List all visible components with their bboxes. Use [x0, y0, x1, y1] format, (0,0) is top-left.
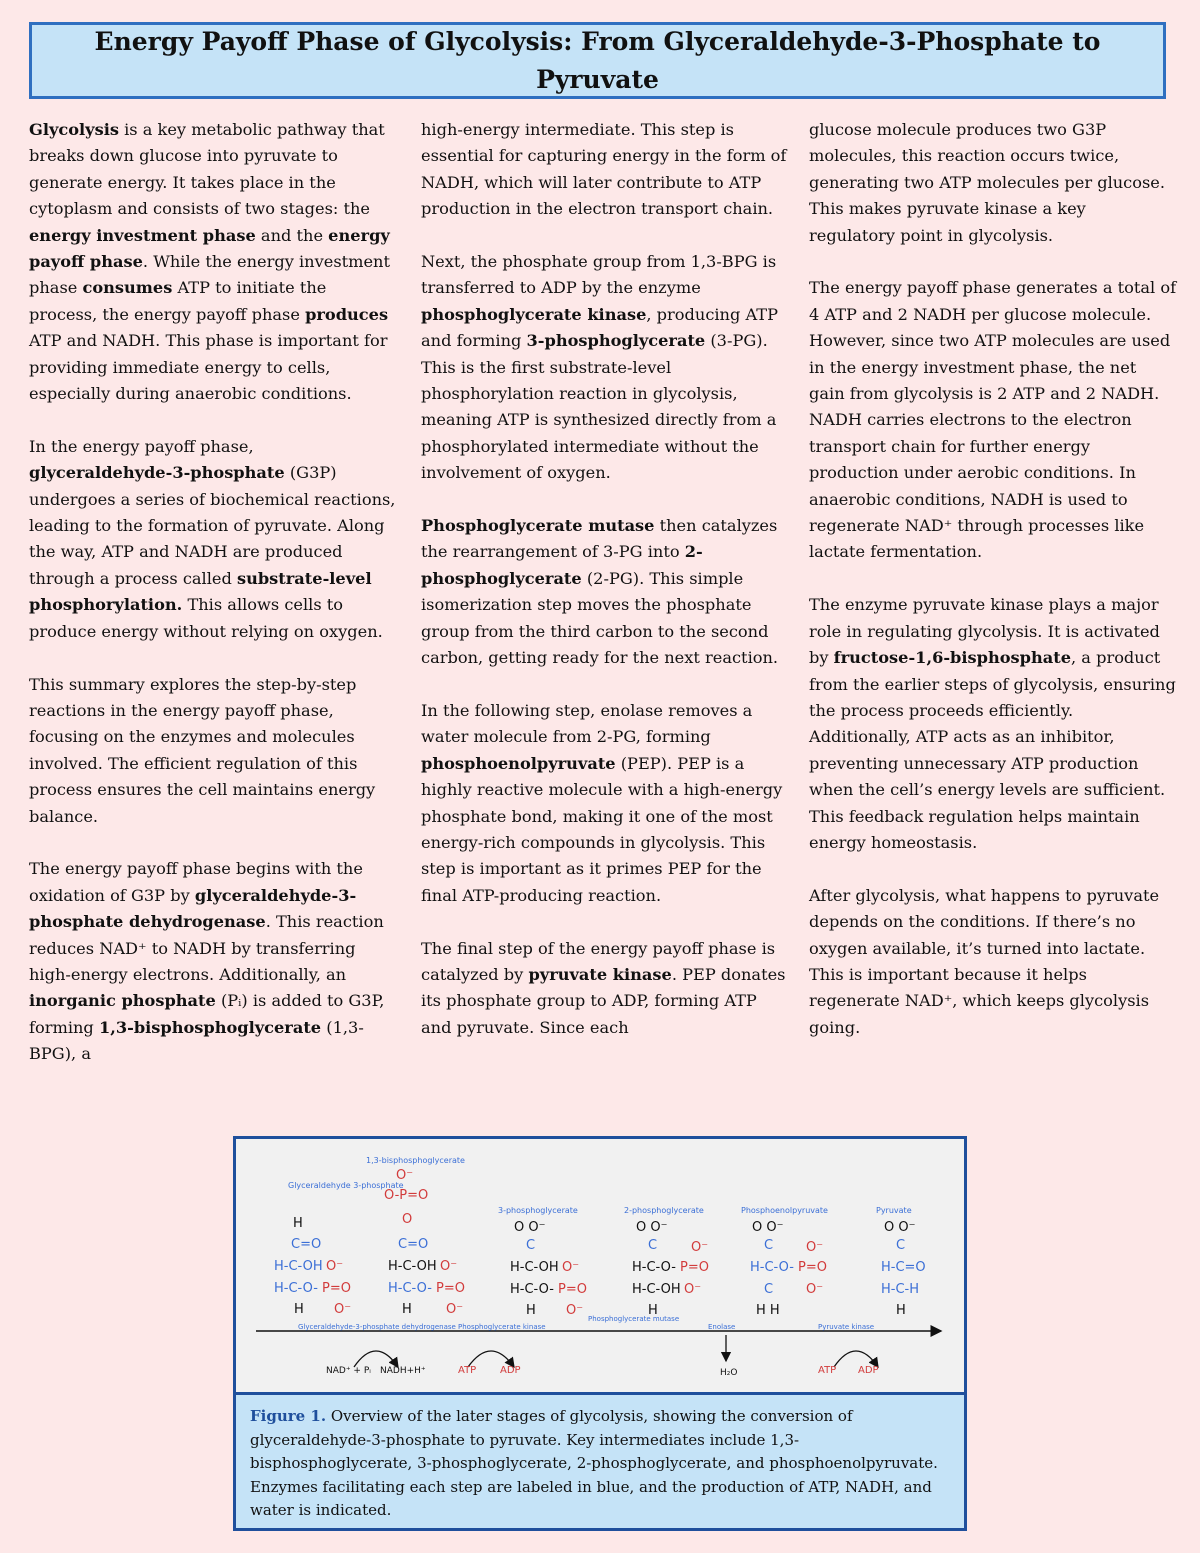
enzyme-pk: Pyruvate kinase — [818, 1323, 875, 1331]
column-1 — [29, 117, 397, 1094]
svg-text:O⁻: O⁻ — [440, 1259, 458, 1274]
svg-text:O O⁻: O O⁻ — [752, 1220, 784, 1235]
pg3-label: 3-phosphoglycerate — [498, 1206, 578, 1215]
svg-text:H: H — [294, 1302, 304, 1317]
svg-text:H: H — [402, 1302, 412, 1317]
paragraph: The enzyme pyruvate kinase plays a major role in regulating glycolysis. It is activated by fructose-1,6-bisphosphate, a product from the earlier steps of glycolysis, ensuring the process proceeds efficiently. Additionally, ATP acts as an inhibitor, preventing unnecessary ATP production when the cell’s energy levels are sufficient. This feedback regulation helps maintain energy homeostasis. — [809, 595, 1176, 852]
pyruvate-structure — [881, 1220, 926, 1318]
atp-text-1: ATP — [458, 1365, 477, 1376]
g3p-structure — [274, 1216, 351, 1317]
paragraph: glucose molecule produces two G3P molecules, this reaction occurs twice, generating two ATP molecules per glucose. This makes pyruvate kinase a key regulatory point in glycolysis. — [809, 120, 1166, 245]
pg2-label: 2-phosphoglycerate — [624, 1206, 704, 1215]
pg2-structure — [632, 1220, 709, 1318]
svg-text:O⁻: O⁻ — [691, 1240, 709, 1255]
svg-text:C: C — [764, 1282, 774, 1297]
svg-text:O⁻: O⁻ — [806, 1240, 824, 1255]
paragraph: Glycolysis is a key metabolic pathway that breaks down glucose into pyruvate to generate energy. It takes place in the cytoplasm and consists of two stages: the energy investment phase and the energy payoff phase. While the energy investment phase consumes ATP to initiate the process, the energy payoff phase produces ATP and NADH. This phase is important for providing immediate energy to cells, especially during anaerobic conditions. — [29, 120, 390, 404]
title-box — [29, 22, 1166, 99]
svg-text:O-P=O: O-P=O — [384, 1188, 429, 1203]
svg-text:H-C-O-: H-C-O- — [510, 1282, 554, 1297]
paragraph: Next, the phosphate group from 1,3-BPG is transferred to ADP by the enzyme phosphoglycerate kinase, producing ATP and forming 3-phosphoglycerate (3-PG). This is the first substrate-level phosphorylation reaction in glycolysis, meaning ATP is synthesized directly from a phosphorylated intermediate without the involvement of oxygen. — [421, 252, 778, 483]
svg-text:H-C-O-: H-C-O- — [632, 1260, 676, 1275]
glycolysis-diagram — [236, 1139, 964, 1392]
svg-text:C: C — [764, 1238, 774, 1253]
svg-text:O: O — [402, 1212, 413, 1227]
svg-text:O O⁻: O O⁻ — [636, 1220, 668, 1235]
enzyme-pgk: Phosphoglycerate kinase — [458, 1323, 546, 1331]
svg-text:C: C — [896, 1238, 906, 1253]
water-text: H₂O — [720, 1368, 738, 1378]
caption-text: Overview of the later stages of glycolysis, showing the conversion of glyceraldehyde-3-phosphate to pyruvate. Key intermediates include 1,3-bisphosphoglycerate, 3-phosphoglycerate, 2-phosphoglycerate, and phosphoenolpyruvate. Enzymes facilitating each step are labeled in blue, and the production of ATP, NADH, and water is indicated. — [250, 1407, 938, 1519]
svg-text:H-C-OH: H-C-OH — [388, 1259, 437, 1274]
svg-text:O⁻: O⁻ — [446, 1302, 464, 1317]
adp-text-2: ADP — [858, 1365, 879, 1376]
svg-text:P=O: P=O — [322, 1281, 351, 1296]
g3p-label: Glyceraldehyde 3-phosphate — [288, 1181, 404, 1190]
nad-arc — [354, 1351, 398, 1367]
svg-text:C: C — [526, 1238, 536, 1253]
svg-text:P=O: P=O — [680, 1260, 709, 1275]
svg-text:C=O: C=O — [398, 1237, 429, 1252]
pathway-svg — [236, 1139, 964, 1392]
nadh-text: NADH+H⁺ — [380, 1366, 426, 1376]
svg-text:H-C-O-: H-C-O- — [388, 1281, 432, 1296]
svg-text:H-C-OH: H-C-OH — [632, 1282, 681, 1297]
paragraph: The final step of the energy payoff phase is catalyzed by pyruvate kinase. PEP donates its phosphate group to ADP, forming ATP and pyruvate. Since each — [421, 938, 786, 1037]
svg-text:O⁻: O⁻ — [396, 1168, 414, 1183]
figure-label: Figure 1. — [250, 1407, 327, 1425]
svg-text:H-C-H: H-C-H — [881, 1282, 920, 1297]
page-title: Energy Payoff Phase of Glycolysis: From Glyceraldehyde-3-Phosphate to Pyruvate — [94, 26, 1101, 94]
svg-text:H-C-O-: H-C-O- — [750, 1260, 794, 1275]
paragraph: The energy payoff phase generates a total of 4 ATP and 2 NADH per glucose molecule. However, since two ATP molecules are used in the energy investment phase, the net gain from glycolysis is 2 ATP and 2 NADH. NADH carries electrons to the electron transport chain for further energy production under aerobic conditions. In anaerobic conditions, NADH is used to regenerate NAD⁺ through processes like lactate fermentation. — [809, 278, 1177, 562]
figure-1 — [233, 1136, 967, 1531]
svg-text:O⁻: O⁻ — [326, 1259, 344, 1274]
svg-text:H-C=O: H-C=O — [881, 1260, 926, 1275]
pep-label: Phosphoenolpyruvate — [741, 1206, 828, 1215]
svg-text:O⁻: O⁻ — [684, 1282, 702, 1297]
svg-text:P=O: P=O — [558, 1282, 587, 1297]
svg-text:H: H — [896, 1303, 906, 1318]
svg-text:O⁻: O⁻ — [806, 1282, 824, 1297]
atp-text-2: ATP — [818, 1365, 837, 1376]
adp-text-1: ADP — [500, 1365, 521, 1376]
pg3-structure — [510, 1220, 587, 1318]
svg-text:H H: H H — [756, 1303, 780, 1318]
svg-text:O⁻: O⁻ — [562, 1260, 580, 1275]
svg-text:H: H — [293, 1216, 303, 1231]
svg-text:H-C-OH: H-C-OH — [510, 1260, 559, 1275]
svg-text:H: H — [526, 1303, 536, 1318]
svg-text:H-C-O-: H-C-O- — [274, 1281, 318, 1296]
paragraph: The energy payoff phase begins with the oxidation of G3P by glyceraldehyde-3-phosphate dehydrogenase. This reaction reduces NAD⁺ to NADH by transferring high-energy electrons. Additionally, an inorganic phosphate (Pᵢ) is added to G3P, forming 1,3-bisphosphoglycerate (1,3-BPG), a — [29, 859, 385, 1064]
enzyme-gapdh: Glyceraldehyde-3-phosphate dehydrogenase — [298, 1323, 456, 1331]
column-2 — [421, 117, 789, 1068]
svg-text:O⁻: O⁻ — [334, 1302, 352, 1317]
enzyme-enolase: Enolase — [708, 1323, 736, 1331]
svg-text:P=O: P=O — [798, 1260, 827, 1275]
paragraph: In the following step, enolase removes a water molecule from 2-PG, forming phosphoenolpyruvate (PEP). PEP is a highly reactive molecule with a high-energy phosphate bond, making it one of the most energy-rich compounds in glycolysis. This step is important as it primes PEP for the final ATP-producing reaction. — [421, 700, 783, 905]
figure-caption — [236, 1392, 964, 1528]
pyruvate-label: Pyruvate — [876, 1206, 912, 1215]
paragraph: high-energy intermediate. This step is essential for capturing energy in the form of NADH, which will later contribute to ATP production in the electron transport chain. — [421, 120, 787, 219]
paragraph: In the energy payoff phase, glyceraldehyde-3-phosphate (G3P) undergoes a series of biochemical reactions, leading to the formation of pyruvate. Along the way, ATP and NADH are produced through a process called substrate-level phosphorylation. This allows cells to produce energy without relying on oxygen. — [29, 436, 396, 641]
pep-structure — [750, 1220, 827, 1318]
bpg-label: 1,3-bisphosphoglycerate — [366, 1156, 465, 1165]
nad-text: NAD⁺ + Pᵢ — [326, 1366, 371, 1376]
svg-text:H: H — [648, 1303, 658, 1318]
paragraph: This summary explores the step-by-step reactions in the energy payoff phase, focusing on the enzymes and molecules involved. The efficient regulation of this process ensures the cell maintains energy balance. — [29, 674, 376, 826]
svg-text:O O⁻: O O⁻ — [514, 1220, 546, 1235]
paragraph: After glycolysis, what happens to pyruvate depends on the conditions. If there’s no oxygen available, it’s turned into lactate. This is important because it helps regenerate NAD⁺, which keeps glycolysis going. — [809, 885, 1160, 1037]
svg-text:O O⁻: O O⁻ — [884, 1220, 916, 1235]
svg-text:C=O: C=O — [291, 1237, 322, 1252]
column-3 — [809, 117, 1177, 1068]
svg-text:P=O: P=O — [436, 1281, 465, 1296]
enzyme-pgm: Phosphoglycerate mutase — [588, 1315, 680, 1323]
bpg-structure — [384, 1168, 465, 1317]
svg-text:O⁻: O⁻ — [566, 1303, 584, 1318]
svg-text:H-C-OH: H-C-OH — [274, 1259, 323, 1274]
paragraph: Phosphoglycerate mutase then catalyzes the rearrangement of 3-PG into 2-phosphoglycerate (2-PG). This simple isomerization step moves the phosphate group from the third carbon to the second carbon, getting ready for the next reaction. — [421, 516, 779, 668]
svg-text:C: C — [648, 1238, 658, 1253]
